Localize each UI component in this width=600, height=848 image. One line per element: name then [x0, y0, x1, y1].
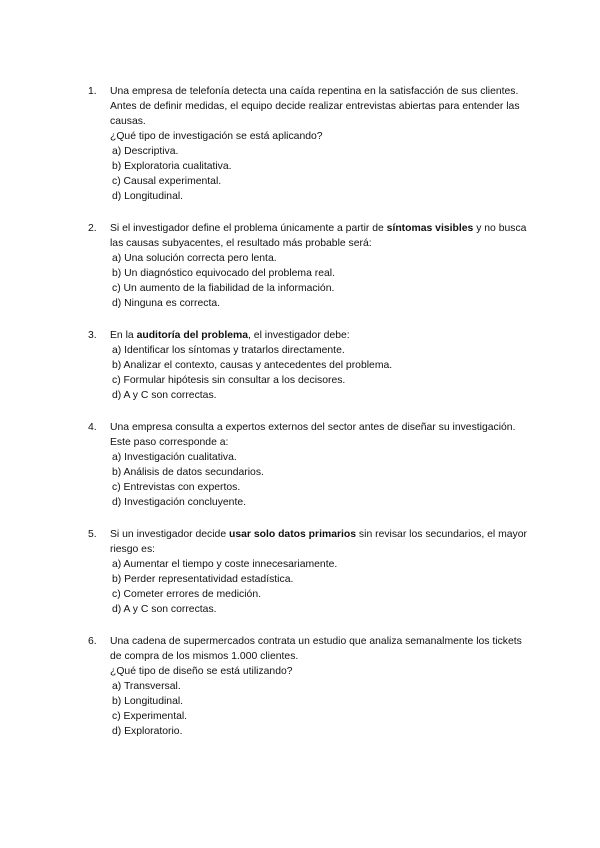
question-stem — [110, 634, 530, 664]
answer-options — [110, 251, 530, 311]
stem-bold-segment: usar solo datos primarios — [229, 529, 357, 540]
answer-options — [110, 679, 530, 739]
answer-options — [110, 144, 530, 204]
question-prompt: ¿Qué tipo de investigación se está aplicando? — [110, 131, 323, 142]
question-number: 6. — [88, 636, 97, 647]
stem-segment: y no busca las causas subyacentes, el resultado más probable será: — [110, 223, 527, 249]
stem-bold-segment: auditoría del problema — [136, 330, 249, 341]
stem-segment: En la — [110, 330, 137, 341]
question-item — [88, 84, 530, 204]
question-number: 4. — [88, 422, 97, 433]
answer-option: a) Identificar los síntomas y tratarlos directamente. — [112, 345, 345, 356]
question-item — [88, 527, 530, 617]
question-number: 3. — [88, 330, 97, 341]
answer-option: d) Investigación concluyente. — [112, 497, 247, 508]
answer-options — [110, 557, 530, 617]
stem-bold-segment: síntomas visibles — [386, 223, 474, 234]
answer-options — [110, 450, 530, 510]
answer-option: b) Longitudinal. — [112, 696, 184, 707]
answer-option: c) Formular hipótesis sin consultar a los decisores. — [112, 375, 346, 386]
stem-segment: Si el investigador define el problema únicamente a partir de — [110, 223, 387, 234]
answer-option: d) Longitudinal. — [112, 191, 184, 202]
question-item — [88, 420, 530, 510]
question-stem — [110, 221, 530, 251]
answer-option: a) Una solución correcta pero lenta. — [112, 253, 277, 264]
answer-option: c) Cometer errores de medición. — [112, 589, 261, 600]
question-item — [88, 634, 530, 739]
answer-option: c) Causal experimental. — [112, 176, 222, 187]
question-item — [88, 328, 530, 403]
answer-option: a) Investigación cualitativa. — [112, 452, 237, 463]
answer-option: b) Perder representatividad estadística. — [112, 574, 294, 585]
question-item — [88, 221, 530, 311]
answer-options — [110, 343, 530, 403]
answer-option: d) A y C son correctas. — [112, 390, 217, 401]
stem-segment: Una cadena de supermercados contrata un estudio que analiza semanalmente los tickets de compra de los mismos 1.000 clientes. — [110, 636, 522, 662]
question-stem — [110, 420, 530, 450]
answer-option: c) Entrevistas con expertos. — [112, 482, 241, 493]
answer-option: b) Análisis de datos secundarios. — [112, 467, 264, 478]
question-stem — [110, 328, 530, 343]
answer-option: c) Experimental. — [112, 711, 188, 722]
answer-option: d) Exploratorio. — [112, 726, 183, 737]
answer-option: d) Ninguna es correcta. — [112, 298, 221, 309]
question-number: 5. — [88, 529, 97, 540]
stem-segment: Una empresa de telefonía detecta una caída repentina en la satisfacción de sus clientes. Antes de definir medidas, el equipo decide realizar entrevistas abiertas para entender las causas. — [110, 86, 520, 127]
question-stem — [110, 527, 530, 557]
stem-segment: , el investigador debe: — [248, 330, 350, 341]
answer-option: c) Un aumento de la fiabilidad de la información. — [112, 283, 335, 294]
answer-option: a) Descriptiva. — [112, 146, 179, 157]
answer-option: a) Transversal. — [112, 681, 181, 692]
question-prompt: ¿Qué tipo de diseño se está utilizando? — [110, 666, 293, 677]
stem-segment: Si un investigador decide — [110, 529, 229, 540]
answer-option: b) Exploratoria cualitativa. — [112, 161, 232, 172]
answer-option: d) A y C son correctas. — [112, 604, 217, 615]
answer-option: a) Aumentar el tiempo y coste innecesariamente. — [112, 559, 338, 570]
question-list — [88, 84, 530, 739]
answer-option: b) Un diagnóstico equivocado del problema real. — [112, 268, 335, 279]
stem-segment: Una empresa consulta a expertos externos del sector antes de diseñar su investigación. Este paso corresponde a: — [110, 422, 516, 448]
question-stem — [110, 84, 530, 129]
stem-segment: sin revisar los secundarios, el mayor riesgo es: — [110, 529, 527, 555]
question-number: 2. — [88, 223, 97, 234]
question-number: 1. — [88, 86, 97, 97]
answer-option: b) Analizar el contexto, causas y antecedentes del problema. — [112, 360, 393, 371]
